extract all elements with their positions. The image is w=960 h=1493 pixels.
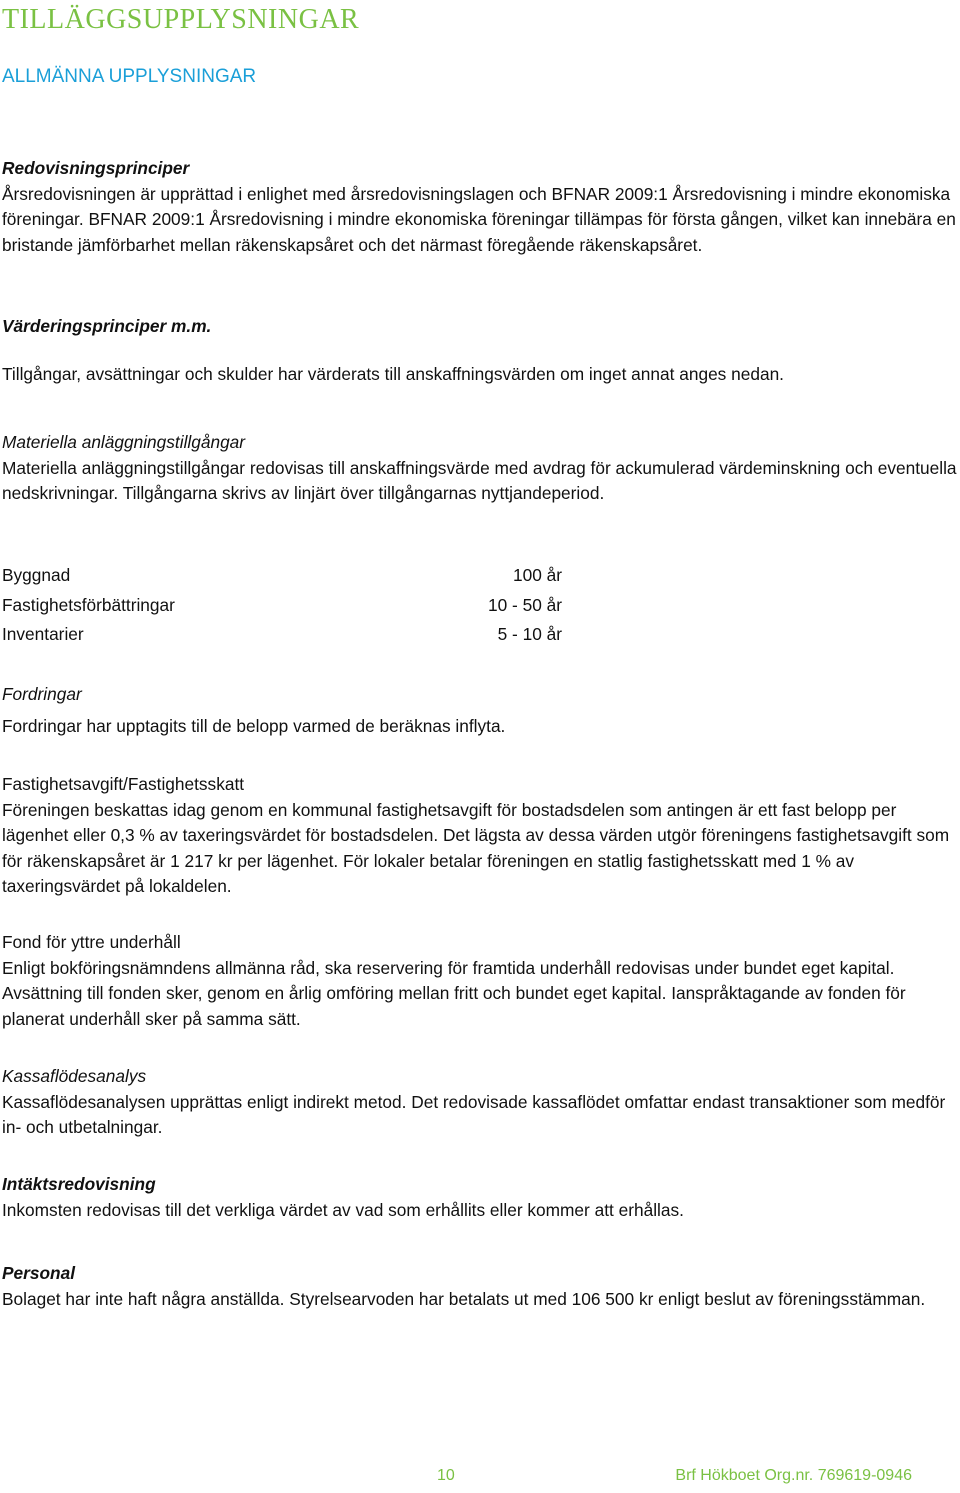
section-heading: Kassaflödesanalys <box>2 1066 147 1086</box>
section-heading: Fond för yttre underhåll <box>2 932 181 952</box>
section-title: ALLMÄNNA UPPLYSNINGAR <box>2 66 257 87</box>
page-title: TILLÄGGSUPPLYSNINGAR <box>2 4 360 35</box>
section-text: Materiella anläggningstillgångar redovisas till anskaffningsvärde med avdrag för ackumulerad värdeminskning och eventuella nedskrivningar. Tillgångarna skrivs av linjärt över tillgångarnas nyttjandeperiod. <box>2 457 957 503</box>
section-text: Kassaflödesanalysen upprättas enligt indirekt metod. Det redovisade kassaflödet omfattar endast transaktioner som medför in- och utbetalningar. <box>2 1091 946 1137</box>
section-text: Inkomsten redovisas till det verkliga värdet av vad som erhållits eller kommer att erhållas. <box>2 1199 684 1220</box>
section-varderingsprinciper <box>2 314 957 387</box>
section-text: Årsredovisningen är upprättad i enlighet med årsredovisningslagen och BFNAR 2009:1 Årsredovisning i mindre ekonomiska föreningar. BFNAR 2009:1 Årsredovisning i mindre ekonomiska föreningar tillämpas för första gången, vilket kan innebära en bristande jämförbarhet mellan räkenskapsåret och det närmast föregående räkenskapsåret. <box>2 183 956 255</box>
section-text: Tillgångar, avsättningar och skulder har värderats till anskaffningsvärden om inget annat anges nedan. <box>2 363 784 384</box>
depreciation-row <box>2 565 582 595</box>
footer-org-number: Brf Hökboet Org.nr. 769619-0946 <box>675 1467 912 1484</box>
depreciation-label: Byggnad <box>2 565 71 585</box>
section-redovisningsprinciper <box>2 156 957 258</box>
section-heading: Fordringar <box>2 684 82 704</box>
depreciation-value: 10 - 50 år <box>488 594 562 615</box>
section-heading: Fastighetsavgift/Fastighetsskatt <box>2 774 245 794</box>
section-text: Fordringar har upptagits till de belopp varmed de beräknas inflyta. <box>2 715 506 736</box>
depreciation-row <box>2 595 582 625</box>
depreciation-table <box>2 565 582 654</box>
section-fastighetsavgift <box>2 772 957 900</box>
depreciation-label: Fastighetsförbättringar <box>2 594 175 615</box>
section-heading: Redovisningsprinciper <box>2 158 190 178</box>
section-kassaflode <box>2 1064 957 1141</box>
section-fordringar <box>2 682 957 739</box>
depreciation-row <box>2 624 582 654</box>
section-materiella <box>2 430 957 507</box>
section-text: Bolaget har inte haft några anställda. Styrelsearvoden har betalats ut med 106 500 kr enligt beslut av föreningsstämman. <box>2 1288 926 1309</box>
section-heading: Personal <box>2 1263 75 1283</box>
section-text: Enligt bokföringsnämndens allmänna råd, ska reservering för framtida underhåll redovisas under bundet eget kapital. Avsättning till fonden sker, genom en årlig omföring mellan fritt och bundet eget kapital. Ianspråktagande av fonden för planerat underhåll sker på samma sätt. <box>2 957 906 1029</box>
depreciation-value: 100 år <box>512 565 562 585</box>
section-heading: Värderingsprinciper m.m. <box>2 316 212 336</box>
page-number: 10 <box>437 1467 455 1484</box>
section-personal <box>2 1261 957 1312</box>
section-text: Föreningen beskattas idag genom en kommunal fastighetsavgift för bostadsdelen som antingen är ett fast belopp per lägenhet eller 0,3 % av taxeringsvärdet för bostadsdelen. Det lägsta av dessa värden utgör föreningens fastighetsavgift som för räkenskapsåret är 1 217 kr per lägenhet. För lokaler betalar föreningen en statlig fastighetsskatt med 1 % av taxeringsvärdet på lokaldelen. <box>2 799 950 896</box>
section-fond <box>2 930 957 1032</box>
section-heading: Materiella anläggningstillgångar <box>2 432 246 452</box>
depreciation-label: Inventarier <box>2 624 84 644</box>
depreciation-value: 5 - 10 år <box>497 624 562 644</box>
section-heading: Intäktsredovisning <box>2 1174 156 1194</box>
section-intaktsredovisning <box>2 1172 957 1223</box>
